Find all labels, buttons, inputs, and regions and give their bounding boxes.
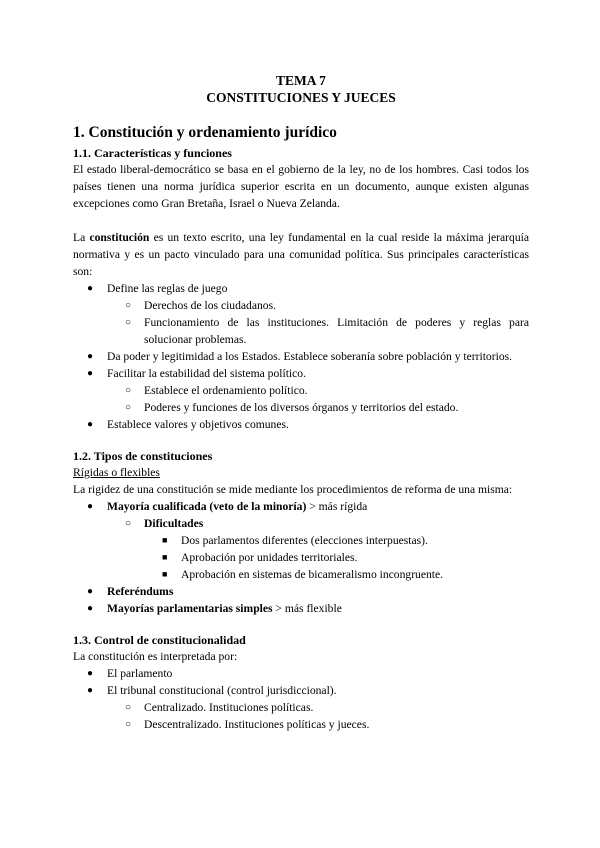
list-item-text: El parlamento	[107, 667, 173, 680]
doc-title-line2: CONSTITUCIONES Y JUECES	[206, 90, 396, 105]
bullet-circle-icon: ○	[125, 402, 132, 413]
list-item	[73, 600, 529, 617]
list-item-text: Establece el ordenamiento político.	[144, 384, 308, 397]
list-item-text: Descentralizado. Instituciones políticas y jueces.	[144, 718, 370, 731]
list-item	[73, 280, 529, 297]
list-item-text: > más rígida	[306, 500, 368, 513]
list-item	[73, 416, 529, 433]
section-1-3-heading: 1.3. Control de constitucionalidad	[73, 633, 246, 647]
term-mayorias-simples: Mayorías parlamentarias simples	[107, 602, 273, 615]
list-item	[110, 382, 529, 399]
list-item	[110, 399, 529, 416]
document-page	[73, 72, 529, 733]
bullet-disc-icon: ●	[87, 685, 94, 696]
list-item	[73, 682, 529, 699]
bullet-circle-icon: ○	[125, 518, 132, 529]
list-item	[110, 515, 529, 532]
term-dificultades: Dificultades	[144, 517, 204, 530]
bullet-disc-icon: ●	[87, 501, 94, 512]
list-item-text: Define las reglas de juego	[107, 282, 228, 295]
bullet-disc-icon: ●	[87, 283, 94, 294]
list-item-text: > más flexible	[272, 602, 342, 615]
list-item	[110, 699, 529, 716]
list-item-text: El tribunal constitucional (control jurisdiccional).	[107, 684, 337, 697]
bullet-circle-icon: ○	[125, 300, 132, 311]
list-item-text: Aprobación por unidades territoriales.	[181, 551, 358, 564]
list-item	[73, 498, 529, 515]
paragraph-estado-liberal: El estado liberal-democrático se basa en el gobierno de la ley, no de los hombres. Casi todos los países tienen una norma jurídica superior escrita en un documento, aunque existen algunas excepciones como Gran Bretaña, Israel o Nueva Zelanda.	[73, 163, 529, 210]
list-item-text: Da poder y legitimidad a los Estados. Establece soberanía sobre población y territorios.	[107, 350, 513, 363]
bullet-disc-icon: ●	[87, 419, 94, 430]
paragraph-rigidez: La rigidez de una constitución se mide mediante los procedimientos de reforma de una misma:	[73, 483, 513, 496]
text-la: La	[73, 231, 90, 244]
list-item-text: Facilitar la estabilidad del sistema político.	[107, 367, 306, 380]
paragraph-interpretada: La constitución es interpretada por:	[73, 650, 238, 663]
bullet-circle-icon: ○	[125, 317, 132, 328]
text-constitucion-def: es un texto escrito, una ley fundamental en la cual reside la máxima jerarquía normativa y es un pacto vinculado para una comunidad política. Sus principales características son:	[73, 231, 529, 278]
list-item	[147, 532, 529, 549]
list-item-text: Funcionamiento de las instituciones. Limitación de poderes y reglas para solucionar problemas.	[144, 316, 529, 346]
list-item-text: Establece valores y objetivos comunes.	[107, 418, 289, 431]
list-item-text: Dos parlamentos diferentes (elecciones interpuestas).	[181, 534, 428, 547]
subtitle-rigidas-flexibles: Rígidas o flexibles	[73, 466, 160, 479]
bullet-circle-icon: ○	[125, 719, 132, 730]
list-item	[73, 365, 529, 382]
term-mayoria-cualificada: Mayoría cualificada (veto de la minoría)	[107, 500, 307, 513]
doc-title-line1: TEMA 7	[276, 73, 326, 88]
types-list	[73, 498, 529, 617]
section-1-1-heading: 1.1. Características y funciones	[73, 146, 232, 160]
bullet-circle-icon: ○	[125, 702, 132, 713]
bullet-disc-icon: ●	[87, 351, 94, 362]
list-item-text: Aprobación en sistemas de bicameralismo incongruente.	[181, 568, 444, 581]
bullet-square-icon: ■	[162, 569, 168, 579]
bullet-disc-icon: ●	[87, 586, 94, 597]
list-item-text: Derechos de los ciudadanos.	[144, 299, 276, 312]
list-item	[110, 716, 529, 733]
bullet-circle-icon: ○	[125, 385, 132, 396]
bullet-disc-icon: ●	[87, 368, 94, 379]
list-item	[110, 297, 529, 314]
list-item-text: Centralizado. Instituciones políticas.	[144, 701, 314, 714]
term-constitucion: constitución	[89, 231, 150, 244]
term-referendums: Referéndums	[107, 585, 174, 598]
list-item	[73, 665, 529, 682]
section-1-heading: 1. Constitución y ordenamiento jurídico	[73, 124, 337, 141]
bullet-square-icon: ■	[162, 535, 168, 545]
bullet-square-icon: ■	[162, 552, 168, 562]
bullet-disc-icon: ●	[87, 668, 94, 679]
paragraph-constitucion	[73, 229, 529, 280]
control-list	[73, 665, 529, 733]
list-item	[147, 549, 529, 566]
list-item	[110, 314, 529, 348]
bullet-disc-icon: ●	[87, 603, 94, 614]
list-item	[147, 566, 529, 583]
list-item	[73, 583, 529, 600]
list-item	[73, 348, 529, 365]
section-1-2-heading: 1.2. Tipos de constituciones	[73, 449, 213, 463]
list-item-text: Poderes y funciones de los diversos órganos y territorios del estado.	[144, 401, 459, 414]
characteristics-list	[73, 280, 529, 433]
